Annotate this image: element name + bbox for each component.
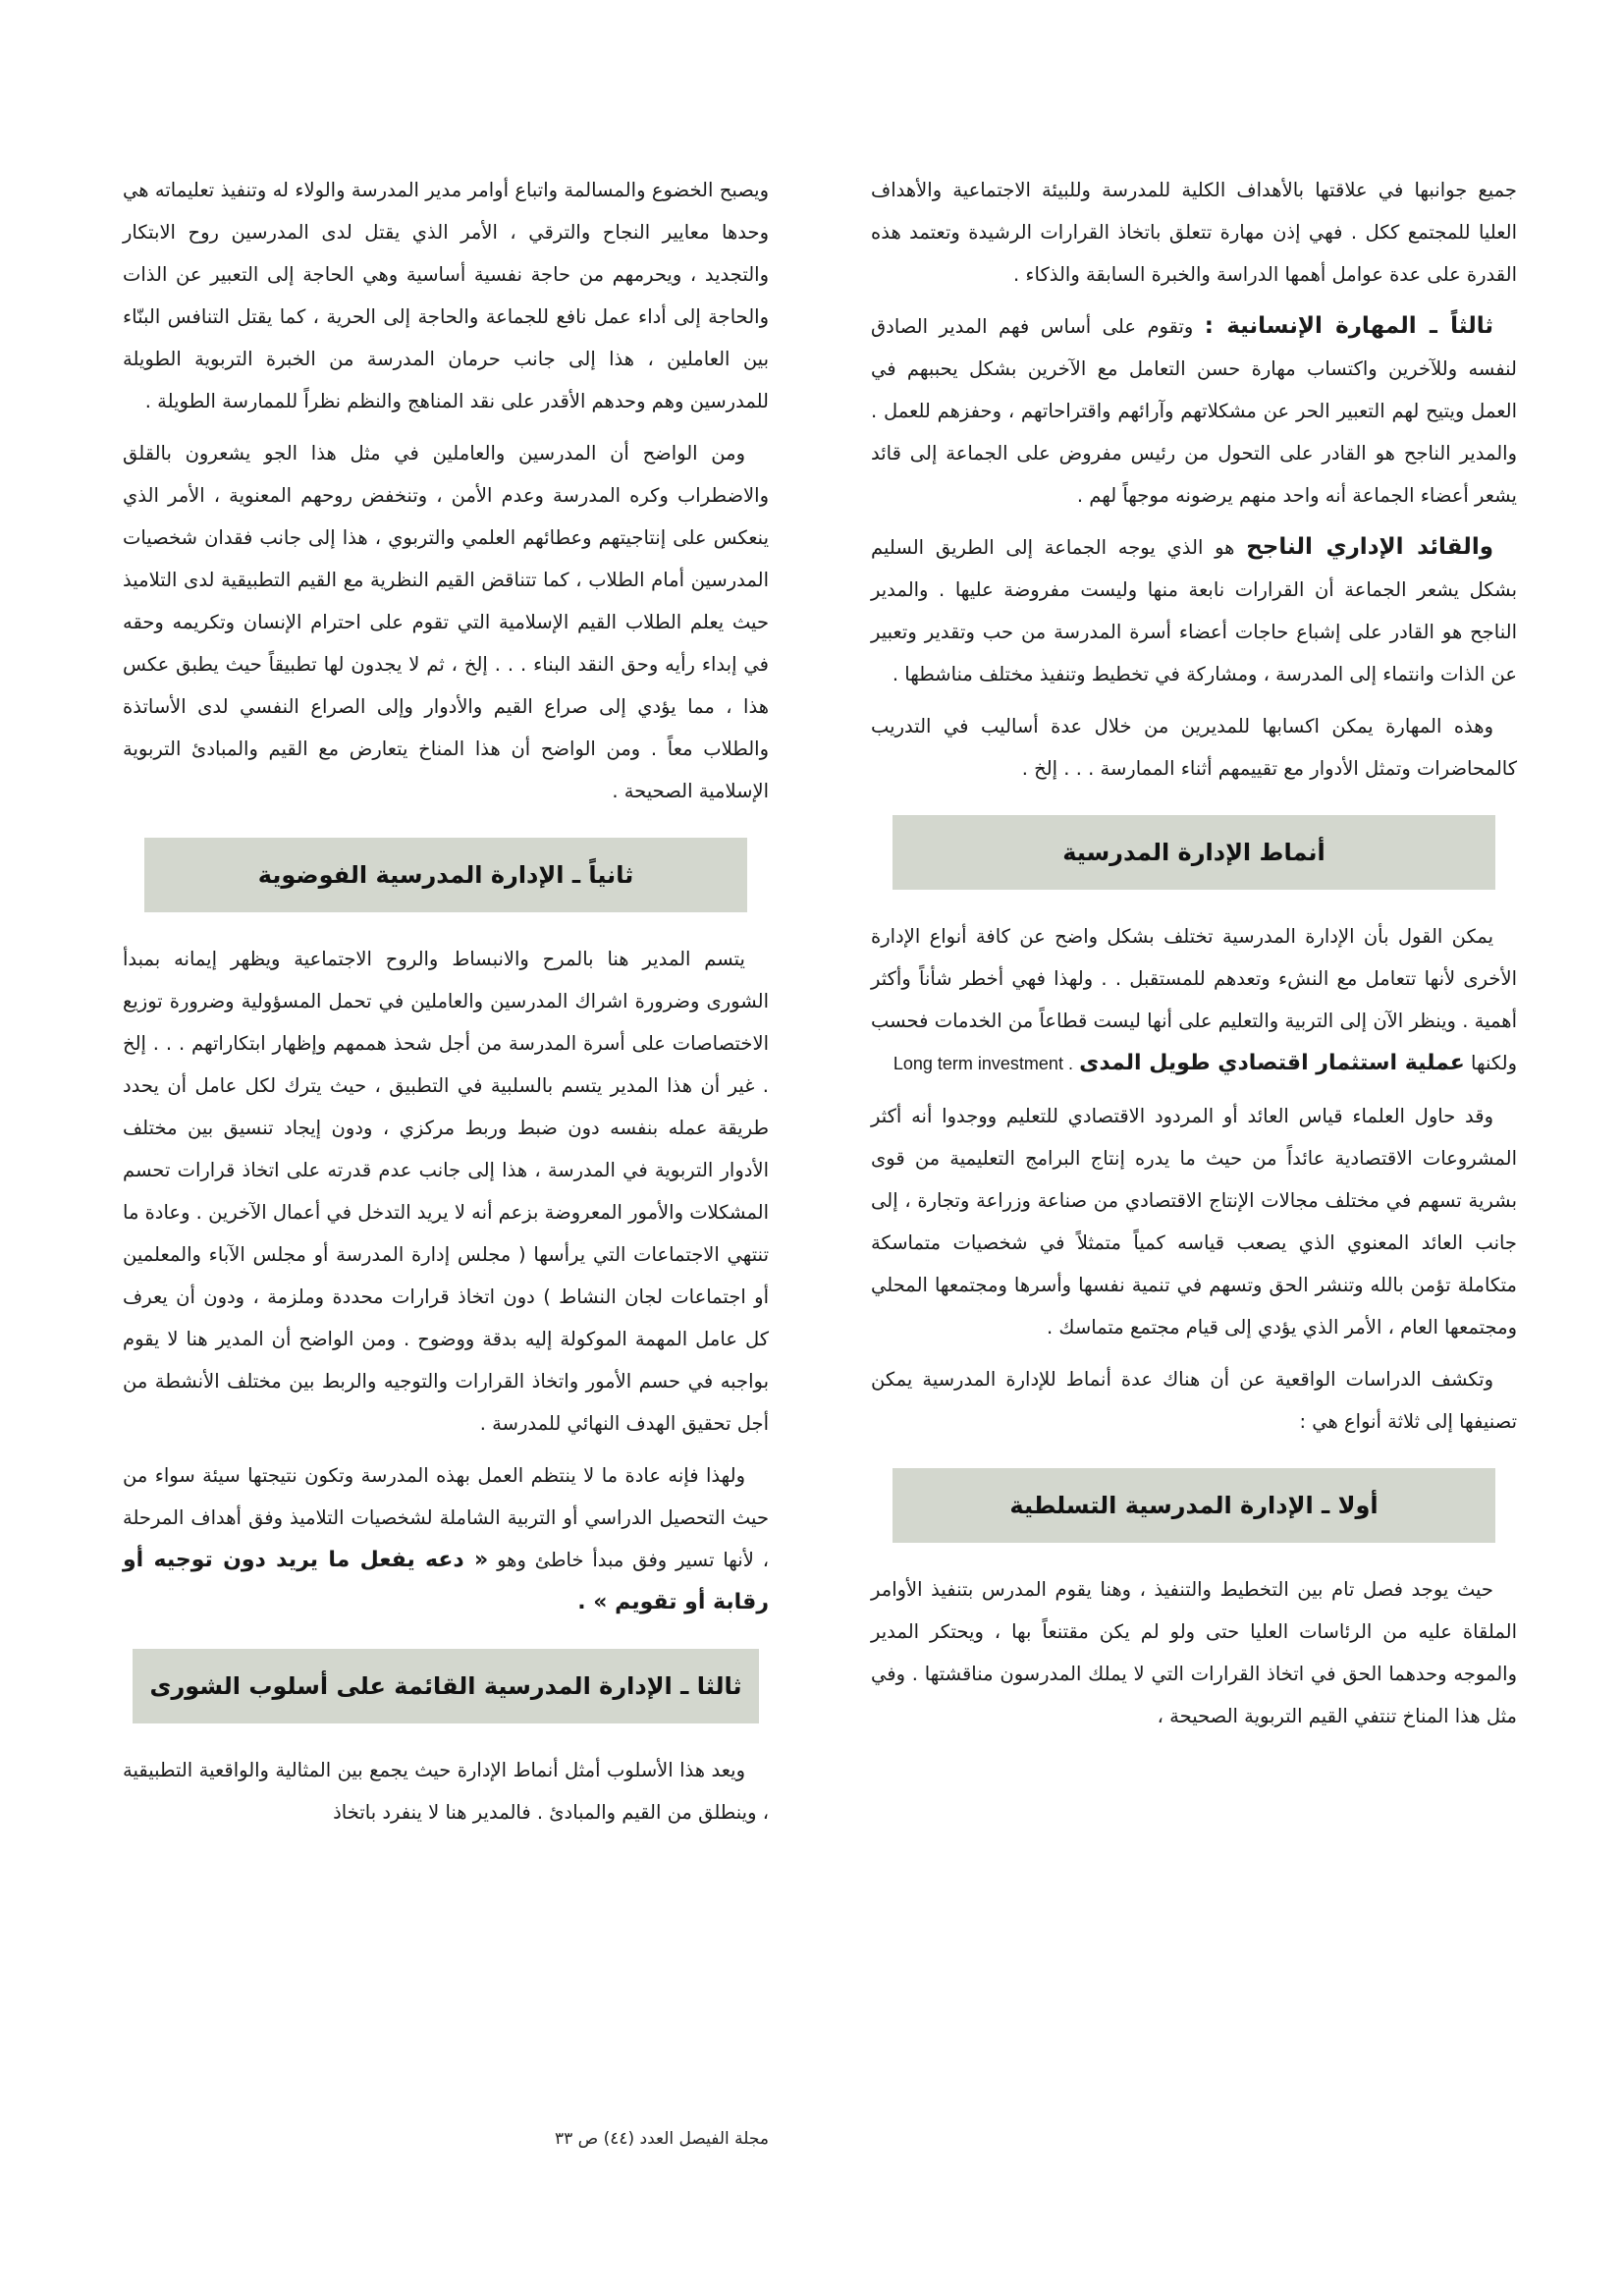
paragraph-text: ولهذا فإنه عادة ما لا ينتظم العمل بهذه المدرسة وتكون نتيجتها سيئة سواء من حيث التحصيل الدراسي أو التربية الشاملة لشخصيات التلاميذ وفق أهداف المرحلة ، لأنها تسير وفق مبدأ خاطئ وهو bbox=[123, 1464, 769, 1571]
paragraph bbox=[871, 915, 1517, 1085]
paragraph-text: هو الذي يوجه الجماعة إلى الطريق السليم بشكل يشعر الجماعة أن القرارات نابعة منها وليست مفروضة عليها . والمدير الناجح هو القادر على إشباع حاجات أعضاء أسرة المدرسة من حب وتقدير وتعبير عن الذات وانتماء إلى المدرسة ، ومشاركة في تخطيط وتنفيذ مختلف مناشطها . bbox=[871, 536, 1517, 685]
paragraph-lead: والقائد الإداري الناجح bbox=[1246, 534, 1493, 560]
paragraph-text: وتقوم على أساس فهم المدير الصادق لنفسه وللآخرين واكتساب مهارة حسن التعامل مع الآخرين بشكل يحببهم في العمل ويتيح لهم التعبير الحر عن مشكلاتهم وآرائهم واقتراحاتهم ، وحفزهم للعمل . والمدير الناجح هو القادر على التحول من رئيس مفروض على الجماعة إلى قائد يشعر أعضاء الجماعة أنه واحد منهم يرضونه موجهاً لهم . bbox=[871, 315, 1517, 507]
paragraph bbox=[871, 526, 1517, 695]
section-heading: ثانياً ـ الإدارة المدرسية الفوضوية bbox=[257, 861, 634, 889]
section-heading-box bbox=[144, 838, 747, 912]
paragraph bbox=[123, 1454, 769, 1623]
paragraph: يتسم المدير هنا بالمرح والانبساط والروح الاجتماعية ويظهر إيمانه بمبدأ الشورى وضرورة اشراك المدرسين والعاملين في تحمل المسؤولية وضرورة توزيع الاختصاصات على أسرة المدرسة من أجل شحذ هممهم وإظهار ابتكاراتهم . . . إلخ . غير أن هذا المدير يتسم بالسلبية في التطبيق ، حيث يترك لكل عامل أن يحدد طريقة عمله بنفسه دون ضبط وربط مركزي ، ودون إيجاد تنسيق بين مختلف الأدوار التربوية في المدرسة ، هذا إلى جانب عدم قدرته على اتخاذ قرارات تحسم المشكلات والأمور المعروضة بزعم أنه لا يريد التدخل في أعمال الآخرين . وعادة ما تنتهي الاجتماعات التي يرأسها ( مجلس إدارة المدرسة أو مجلس الآباء والمعلمين أو اجتماعات لجان النشاط ) دون اتخاذ قرارات محددة وملزمة ، ودون أن يعرف كل عامل المهمة الموكولة إليه بدقة ووضوح . ومن الواضح أن المدير هنا لا يقوم بواجبه في حسم الأمور واتخاذ القرارات والتوجيه والربط بين مختلف الأنشطة من أجل تحقيق الهدف النهائي للمدرسة . bbox=[123, 948, 769, 1435]
latin-term: Long term investment . bbox=[893, 1054, 1073, 1073]
paragraph: ومن الواضح أن المدرسين والعاملين في مثل هذا الجو يشعرون بالقلق والاضطراب وكره المدرسة وعدم الأمن ، وتنخفض روحهم المعنوية ، الأمر الذي ينعكس على إنتاجيتهم وعطائهم العلمي والتربوي ، هذا إلى جانب فقدان شخصيات المدرسين أمام الطلاب ، كما تتناقض القيم النظرية مع القيم التطبيقية لدى التلاميذ حيث يعلم الطلاب القيم الإسلامية التي تقوم على احترام الإنسان وتكريمه وحقه في إبداء رأيه وحق النقد البناء . . . إلخ ، ثم لا يجدون لها تطبيقاً حيث يطبق عكس هذا ، مما يؤدي إلى صراع القيم والأدوار وإلى الصراع النفسي لدى الأساتذة والطلاب معاً . ومن الواضح أن هذا المناخ يتعارض مع القيم والمبادئ التربوية الإسلامية الصحيحة . bbox=[123, 442, 769, 802]
paragraph-text: يمكن القول بأن الإدارة المدرسية تختلف بشكل واضح عن كافة أنواع الإدارة الأخرى لأنها تتعامل مع النشء وتعدهم للمستقبل . . ولهذا فهي أخطر شأناً وأكثر أهمية . وينظر الآن إلى التربية والتعليم على أنها ليست قطاعاً من الخدمات فحسب ولكنها bbox=[871, 925, 1517, 1074]
paragraph: جميع جوانبها في علاقتها بالأهداف الكلية للمدرسة وللبيئة الاجتماعية والأهداف العليا للمجتمع ككل . فهي إذن مهارة تتعلق باتخاذ القرارات الرشيدة وتعتمد هذه القدرة على عدة عوامل أهمها الدراسة والخبرة السابقة والذكاء . bbox=[871, 179, 1517, 286]
section-heading: ثالثا ـ الإدارة المدرسية القائمة على أسلوب الشورى bbox=[149, 1672, 742, 1700]
section-heading-box bbox=[893, 815, 1495, 890]
paragraph-lead: ثالثاً ـ المهارة الإنسانية : bbox=[1204, 313, 1493, 339]
paragraph: وتكشف الدراسات الواقعية عن أن هناك عدة أنماط للإدارة المدرسية يمكن تصنيفها إلى ثلاثة أنواع هي : bbox=[871, 1368, 1517, 1433]
emphasis-text: عملية استثمار اقتصادي طويل المدى bbox=[1079, 1051, 1465, 1075]
emphasis-text: « دعه يفعل ما يريد دون توجيه أو رقابة أو تقويم » . bbox=[123, 1548, 769, 1614]
section-heading: أولا ـ الإدارة المدرسية التسلطية bbox=[1009, 1492, 1379, 1519]
paragraph: وهذه المهارة يمكن اكسابها للمديرين من خلال عدة أساليب في التدريب كالمحاضرات وتمثل الأدوار مع تقييمهم أثناء الممارسة . . . إلخ . bbox=[871, 715, 1517, 780]
section-heading: أنماط الإدارة المدرسية bbox=[1062, 839, 1325, 866]
paragraph: ويعد هذا الأسلوب أمثل أنماط الإدارة حيث يجمع بين المثالية والواقعية التطبيقية ، وينطلق من القيم والمبادئ . فالمدير هنا لا ينفرد باتخاذ bbox=[123, 1759, 769, 1824]
paragraph: حيث يوجد فصل تام بين التخطيط والتنفيذ ، وهنا يقوم المدرس بتنفيذ الأوامر الملقاة عليه من الرئاسات العليا حتى ولو لم يكن مقتنعاً بها ، ويحتكر المدير والموجه وحدهما الحق في اتخاذ القرارات التي لا يملك المدرسون مناقشتها . وفي مثل هذا المناخ تنتفي القيم التربوية الصحيحة ، bbox=[871, 1578, 1517, 1727]
paragraph: وقد حاول العلماء قياس العائد أو المردود الاقتصادي للتعليم ووجدوا أنه أكثر المشروعات الاقتصادية عائداً من حيث ما يدره إنتاج البرامج التعليمية من قوى بشرية تسهم في مختلف مجالات الإنتاج الاقتصادي من صناعة وزراعة وتجارة ، إلى جانب العائد المعنوي الذي يصعب قياسه كمياً متمثلاً في شخصيات متماسكة متكاملة تؤمن بالله وتنشر الحق وتسهم في تنمية نفسها وأسرها ومجتمعها المحلي ومجتمعها العام ، الأمر الذي يؤدي إلى قيام مجتمع متماسك . bbox=[871, 1105, 1517, 1339]
page-footer: مجلة الفيصل العدد (٤٤) ص ٣٣ bbox=[554, 2129, 769, 2149]
section-heading-box bbox=[133, 1649, 759, 1723]
right-column bbox=[871, 169, 1517, 1747]
paragraph bbox=[871, 305, 1517, 517]
section-heading-box bbox=[893, 1468, 1495, 1543]
left-column bbox=[123, 169, 769, 1843]
paragraph: ويصبح الخضوع والمسالمة واتباع أوامر مدير المدرسة والولاء له وتنفيذ تعليماته هي وحدها معايير النجاح والترقي ، الأمر الذي يقتل لدى المدرسين روح الابتكار والتجديد ، ويحرمهم من حاجة نفسية أساسية وهي الحاجة إلى التعبير عن الذات والحاجة إلى أداء عمل نافع للجماعة والحاجة إلى الحرية ، كما يقتل التنافس البنّاء بين العاملين ، هذا إلى جانب حرمان المدرسة من الخبرة التربوية الطويلة للمدرسين وهم وحدهم الأقدر على نقد المناهج والنظم نظراً للممارسة الطويلة . bbox=[123, 179, 769, 412]
